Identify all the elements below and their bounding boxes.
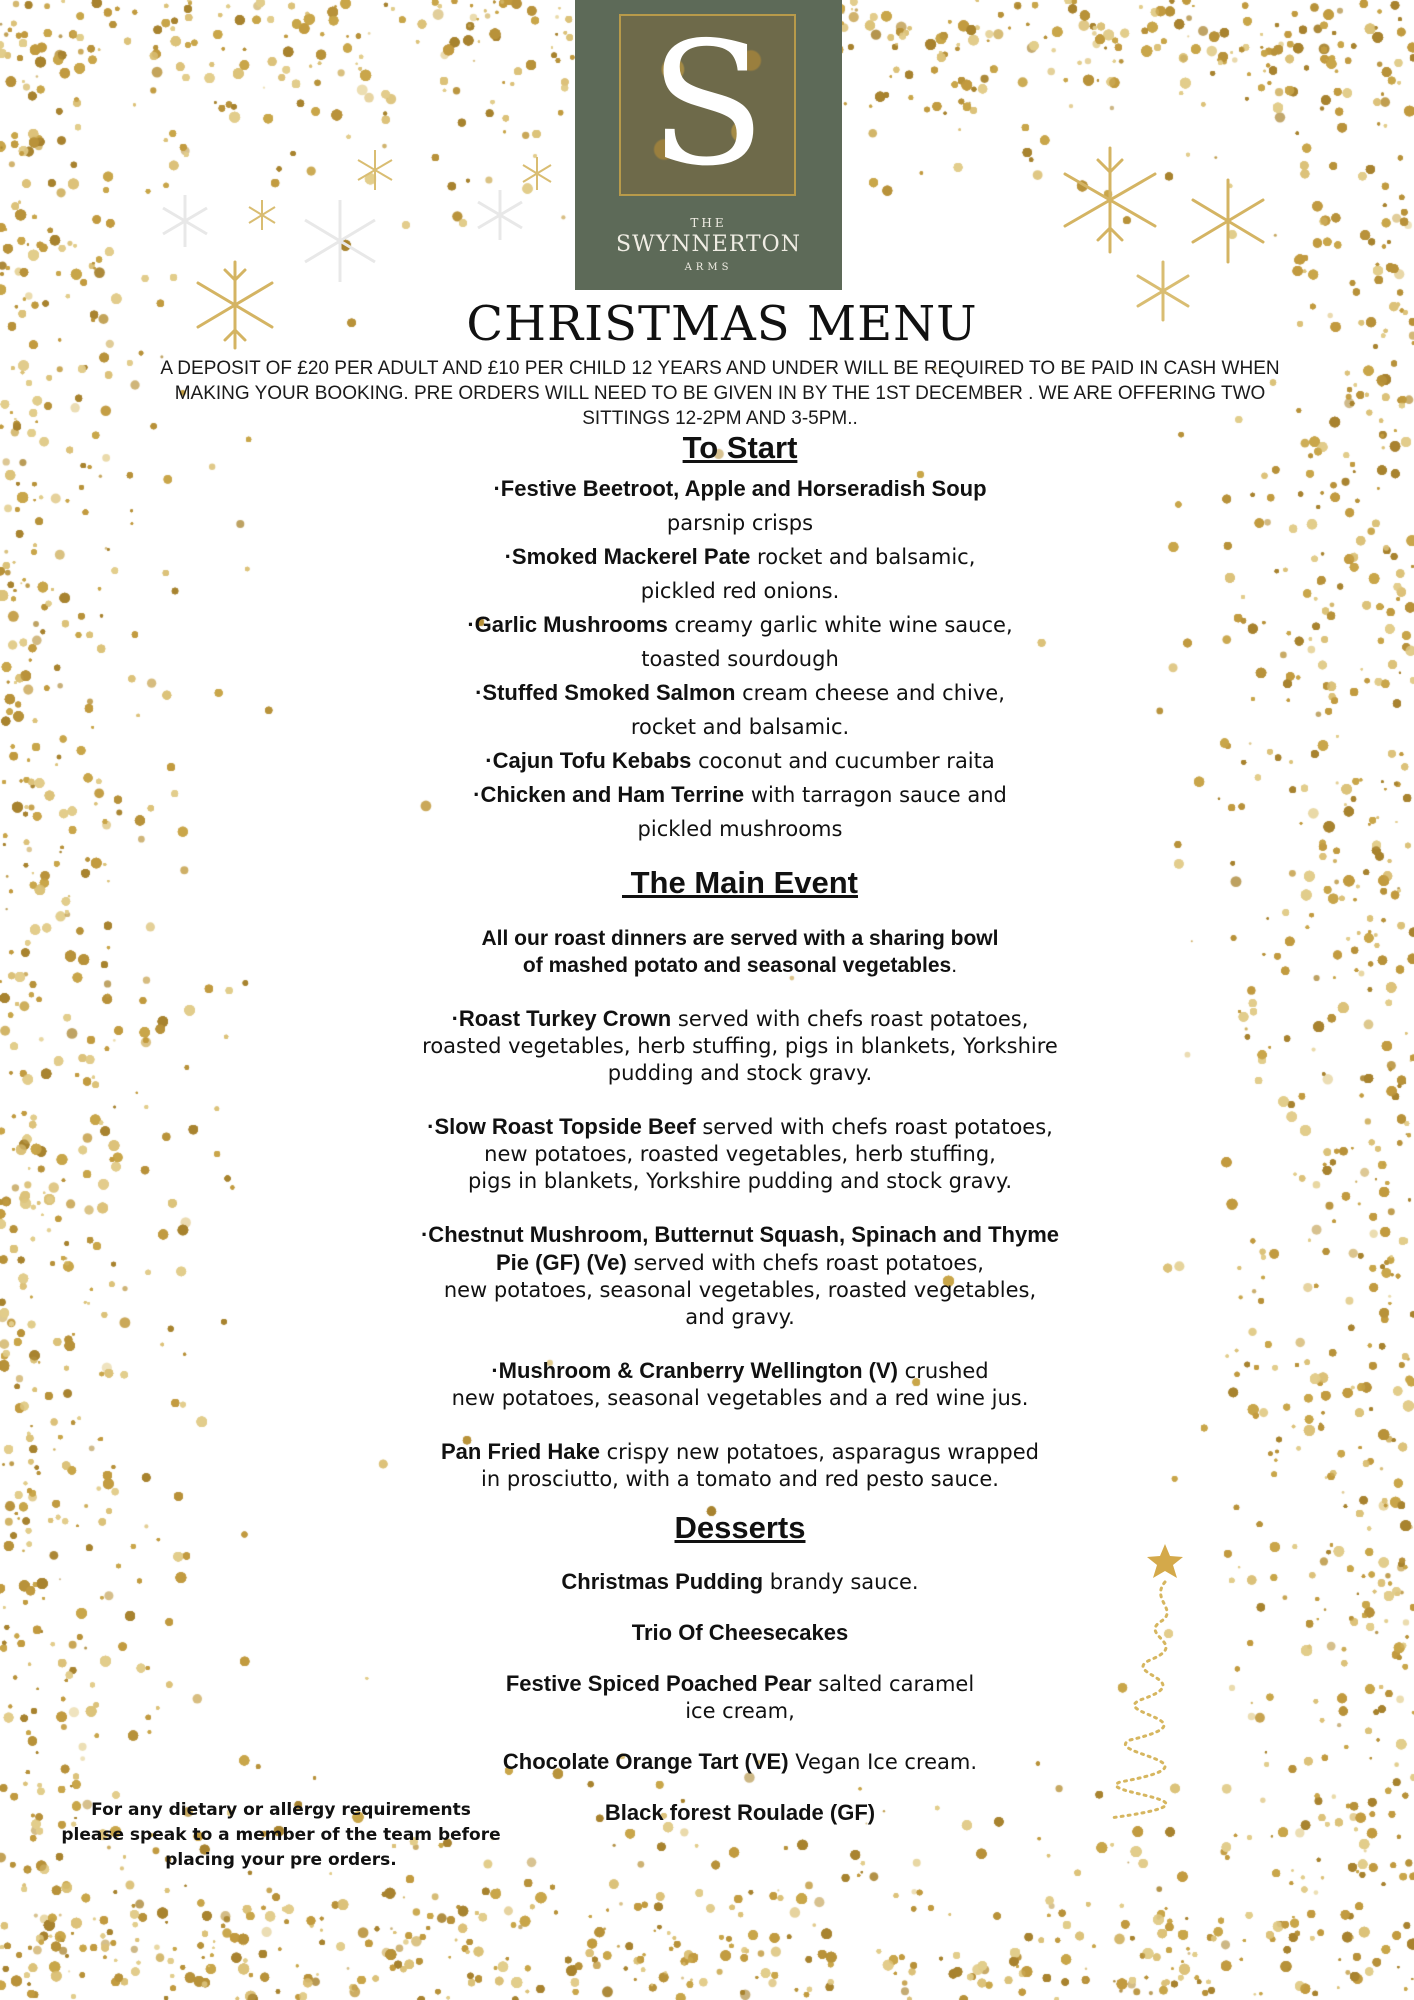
dish-desc: parsnip crisps (666, 511, 814, 535)
dish-desc: served with chefs roast potatoes, (671, 1007, 1029, 1031)
dish-desc: creamy garlic white wine sauce, (667, 613, 1013, 637)
dish-name: ·Slow Roast Topside Beef (427, 1114, 696, 1139)
allergy-line: please speak to a member of the team before (61, 1825, 501, 1845)
starters-title: To Start (682, 430, 798, 465)
dish-name: Black forest Roulade (GF) (604, 1800, 876, 1825)
dish-name: Chocolate Orange Tart (VE) (502, 1749, 789, 1774)
logo-the: THE (690, 216, 727, 230)
dish-desc: toasted sourdough (641, 647, 839, 671)
dish-desc: new potatoes, seasonal vegetables and a red wine jus. (451, 1386, 1029, 1410)
dish-desc: new potatoes, seasonal vegetables, roasted vegetables, (443, 1278, 1037, 1302)
allergy-line: For any dietary or allergy requirements (91, 1800, 471, 1820)
mains-intro-end: . (951, 954, 958, 977)
dish-desc: rocket and balsamic, (750, 545, 976, 569)
dish-name: Christmas Pudding (561, 1569, 764, 1594)
logo-letter: S (649, 6, 766, 204)
snowflake-icon (163, 190, 522, 282)
dish-name: Pie (GF) (Ve) (496, 1250, 627, 1275)
dish-name: ·Garlic Mushrooms (467, 612, 668, 637)
snowflake-icon (1193, 180, 1263, 262)
dish-name: ·Stuffed Smoked Salmon (475, 680, 736, 705)
dish-desc: and gravy. (685, 1305, 795, 1329)
logo-name: SWYNNERTON (616, 232, 801, 257)
snowflake-icon (249, 200, 275, 230)
mains-title: The Main Event (622, 865, 858, 900)
christmas-tree-icon (1110, 1544, 1183, 1818)
dish-name: Pan Fried Hake (440, 1439, 600, 1464)
dish-desc: new potatoes, roasted vegetables, herb stuffing, (484, 1142, 996, 1166)
dish-desc: Vegan Ice cream. (788, 1750, 978, 1774)
page-title: CHRISTMAS MENU (466, 296, 978, 352)
booking-notice: A DEPOSIT OF £20 PER ADULT AND £10 PER CHILD 12 YEARS AND UNDER WILL BE REQUIRED TO BE PAID IN CASH WHEN MAKING YOUR BOOKING. PRE ORDERS WILL NEED TO BE GIVEN IN BY THE 1ST DECEMBER . WE ARE OFFERING TWO SITTINGS 12-2PM AND 3-5PM.. (160, 358, 1280, 429)
dish-desc: served with chefs roast potatoes, (626, 1251, 984, 1275)
dish-desc: rocket and balsamic. (630, 715, 850, 739)
dish-desc: salted caramel (811, 1672, 975, 1696)
dish-desc: ice cream, (685, 1699, 795, 1723)
dish-desc: roasted vegetables, herb stuffing, pigs in blankets, Yorkshire (422, 1034, 1058, 1058)
dish-name: ·Mushroom & Cranberry Wellington (V) (491, 1358, 898, 1383)
dish-desc: pickled mushrooms (637, 817, 843, 841)
snowflake-icon (358, 150, 392, 190)
dish-desc: in prosciutto, with a tomato and red pesto sauce. (481, 1467, 999, 1491)
snowflake-icon (523, 157, 551, 190)
snowflake-icon (198, 262, 272, 348)
mains-intro-line1: All our roast dinners are served with a sharing bowl (481, 927, 999, 950)
dish-desc: coconut and cucumber raita (691, 749, 995, 773)
dish-desc: cream cheese and chive, (735, 681, 1005, 705)
dish-name: ·Festive Beetroot, Apple and Horseradish Soup (493, 476, 987, 501)
dish-name: ·Chicken and Ham Terrine (473, 782, 745, 807)
snowflake-icon (1138, 262, 1188, 320)
snowflake-icon (1065, 148, 1155, 252)
dish-name: ·Cajun Tofu Kebabs (485, 748, 692, 773)
dish-desc: with tarragon sauce and (744, 783, 1007, 807)
dish-name: Festive Spiced Poached Pear (505, 1671, 812, 1696)
dish-name: ·Roast Turkey Crown (451, 1006, 672, 1031)
dish-desc: crushed (897, 1359, 989, 1383)
allergy-line: placing your pre orders. (165, 1850, 397, 1870)
dish-name: ·Chestnut Mushroom, Butternut Squash, Spinach and Thyme (420, 1222, 1060, 1247)
mains-intro-line2: of mashed potato and seasonal vegetables (522, 954, 952, 977)
dish-desc: pudding and stock gravy. (607, 1061, 873, 1085)
dish-desc: brandy sauce. (763, 1570, 919, 1594)
logo-arms: ARMS (684, 262, 733, 273)
desserts-title: Desserts (674, 1510, 806, 1545)
dish-name: Trio Of Cheesecakes (631, 1620, 849, 1645)
dish-desc: pickled red onions. (640, 579, 840, 603)
dish-desc: crispy new potatoes, asparagus wrapped (599, 1440, 1040, 1464)
dish-name: ·Smoked Mackerel Pate (504, 544, 751, 569)
dish-desc: served with chefs roast potatoes, (695, 1115, 1053, 1139)
dish-desc: pigs in blankets, Yorkshire pudding and stock gravy. (467, 1169, 1013, 1193)
